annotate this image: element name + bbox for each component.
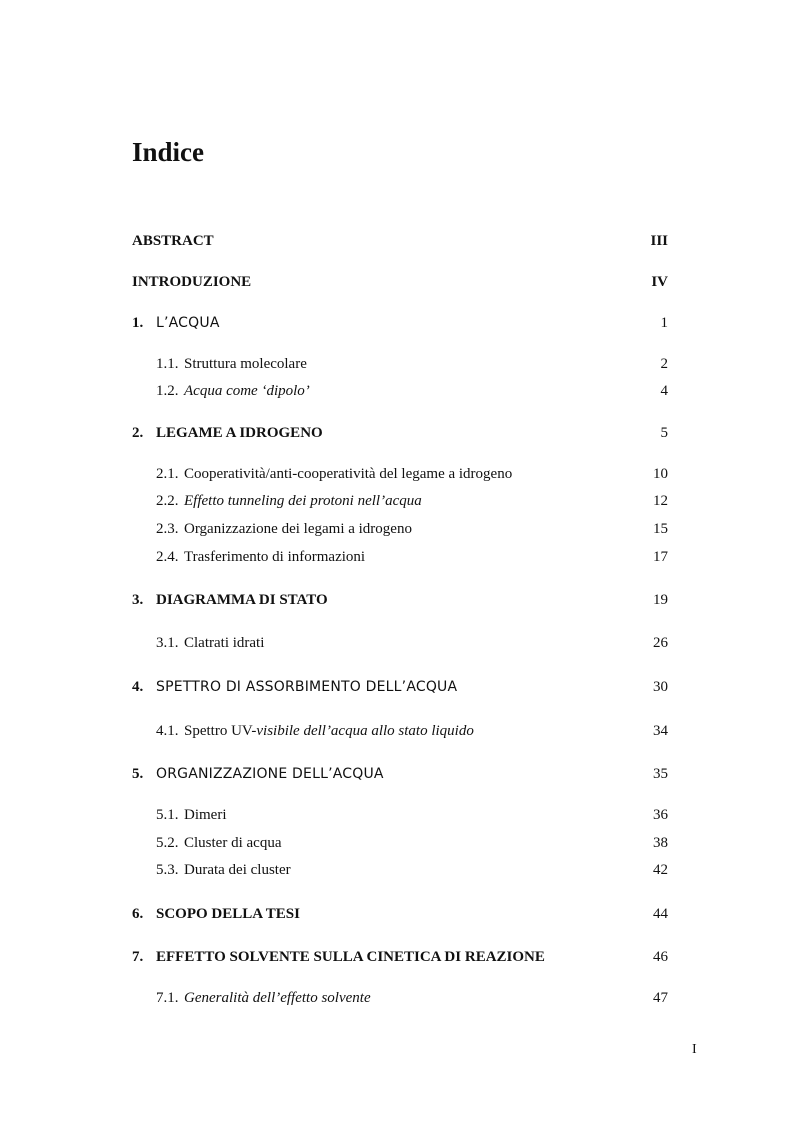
toc-page: 2 bbox=[660, 356, 668, 372]
toc-number: 3. bbox=[132, 592, 144, 608]
toc-section-1-1[interactable] bbox=[132, 353, 668, 375]
toc-label: Cluster di acqua bbox=[184, 835, 282, 851]
toc-number: 2.1. bbox=[156, 466, 179, 482]
toc-chapter-4[interactable] bbox=[132, 676, 668, 698]
toc-label: LEGAME A IDROGENO bbox=[156, 425, 323, 441]
toc-number: 2. bbox=[132, 425, 144, 441]
toc-number: 5.3. bbox=[156, 862, 179, 878]
toc-page: 19 bbox=[653, 592, 668, 608]
toc-section-1-2[interactable] bbox=[132, 380, 668, 402]
page-title: Indice bbox=[132, 137, 205, 167]
toc-label-part-b: visibile dell’acqua allo stato liquido bbox=[256, 723, 474, 739]
toc-page: 5 bbox=[660, 425, 668, 441]
toc-label: SPETTRO DI ASSORBIMENTO DELL’ACQUA bbox=[156, 679, 458, 695]
toc-chapter-5[interactable] bbox=[132, 763, 668, 785]
toc-section-2-4[interactable] bbox=[132, 546, 668, 568]
toc-section-5-2[interactable] bbox=[132, 832, 668, 854]
toc-chapter-6[interactable] bbox=[132, 903, 668, 925]
toc-chapter-3[interactable] bbox=[132, 589, 668, 611]
toc-number: 6. bbox=[132, 906, 144, 922]
toc-page: 1 bbox=[660, 315, 668, 331]
toc-chapter-2[interactable] bbox=[132, 422, 668, 444]
toc-number: 1.1. bbox=[156, 356, 179, 372]
toc-number: 2.4. bbox=[156, 549, 179, 565]
toc-page: III bbox=[650, 233, 668, 249]
toc-number: 5.1. bbox=[156, 807, 179, 823]
toc-number: 7. bbox=[132, 949, 144, 965]
toc-label: EFFETTO SOLVENTE SULLA CINETICA DI REAZIONE bbox=[156, 949, 545, 965]
toc-page: 38 bbox=[653, 835, 668, 851]
toc-number: 7.1. bbox=[156, 990, 179, 1006]
toc-page: 12 bbox=[653, 493, 668, 509]
toc-entry-introduzione[interactable] bbox=[132, 271, 668, 293]
toc-section-3-1[interactable] bbox=[132, 632, 668, 654]
toc-entry-abstract[interactable] bbox=[132, 230, 668, 252]
toc-label: Acqua come ‘dipolo’ bbox=[184, 383, 310, 399]
toc-label-part-a: Spettro UV- bbox=[184, 723, 257, 739]
toc-number: 1. bbox=[132, 315, 144, 331]
toc-number: 4. bbox=[132, 679, 144, 695]
page-number: I bbox=[692, 1042, 697, 1057]
toc-label: SCOPO DELLA TESI bbox=[156, 906, 300, 922]
toc-label: DIAGRAMMA DI STATO bbox=[156, 592, 328, 608]
toc-label: ABSTRACT bbox=[132, 233, 214, 249]
toc-page: 34 bbox=[653, 723, 668, 739]
toc-section-5-3[interactable] bbox=[132, 859, 668, 881]
toc-section-2-1[interactable] bbox=[132, 463, 668, 485]
toc-section-2-3[interactable] bbox=[132, 518, 668, 540]
toc-number: 2.2. bbox=[156, 493, 179, 509]
toc-section-2-2[interactable] bbox=[132, 490, 668, 512]
toc-page: 44 bbox=[653, 906, 668, 922]
toc-page: 15 bbox=[653, 521, 668, 537]
toc-page: 35 bbox=[653, 766, 668, 782]
toc-page: 36 bbox=[653, 807, 668, 823]
toc-number: 2.3. bbox=[156, 521, 179, 537]
toc-page: 17 bbox=[653, 549, 668, 565]
toc-chapter-1[interactable] bbox=[132, 312, 668, 334]
toc-page: 46 bbox=[653, 949, 668, 965]
toc-number: 5. bbox=[132, 766, 144, 782]
toc-number: 1.2. bbox=[156, 383, 179, 399]
toc-section-5-1[interactable] bbox=[132, 804, 668, 826]
toc-page: IV bbox=[651, 274, 668, 290]
toc-page: 30 bbox=[653, 679, 668, 695]
toc-number: 4.1. bbox=[156, 723, 179, 739]
toc-page: 10 bbox=[653, 466, 668, 482]
toc-number: 5.2. bbox=[156, 835, 179, 851]
toc-page: 47 bbox=[653, 990, 668, 1006]
toc-label: Struttura molecolare bbox=[184, 356, 307, 372]
toc-section-7-1[interactable] bbox=[132, 987, 668, 1009]
toc-number: 3.1. bbox=[156, 635, 179, 651]
toc-label: ORGANIZZAZIONE DELL’ACQUA bbox=[156, 766, 384, 782]
toc-label: Clatrati idrati bbox=[184, 635, 265, 651]
toc-label: Durata dei cluster bbox=[184, 862, 291, 878]
toc-label: Generalità dell’effetto solvente bbox=[184, 990, 371, 1006]
toc-label: Organizzazione dei legami a idrogeno bbox=[184, 521, 412, 537]
toc-label: Effetto tunneling dei protoni nell’acqua bbox=[184, 493, 422, 509]
toc-page: 26 bbox=[653, 635, 668, 651]
toc-chapter-7[interactable] bbox=[132, 946, 668, 968]
toc-page: 4 bbox=[660, 383, 668, 399]
toc-label: Trasferimento di informazioni bbox=[184, 549, 366, 565]
toc-label: L’ACQUA bbox=[156, 315, 220, 331]
toc-page: 42 bbox=[653, 862, 668, 878]
toc-label: INTRODUZIONE bbox=[132, 274, 252, 290]
toc-section-4-1[interactable] bbox=[132, 720, 668, 742]
toc-label: Dimeri bbox=[184, 807, 227, 823]
toc-label: Cooperatività/anti-cooperatività del legame a idrogeno bbox=[184, 466, 513, 482]
